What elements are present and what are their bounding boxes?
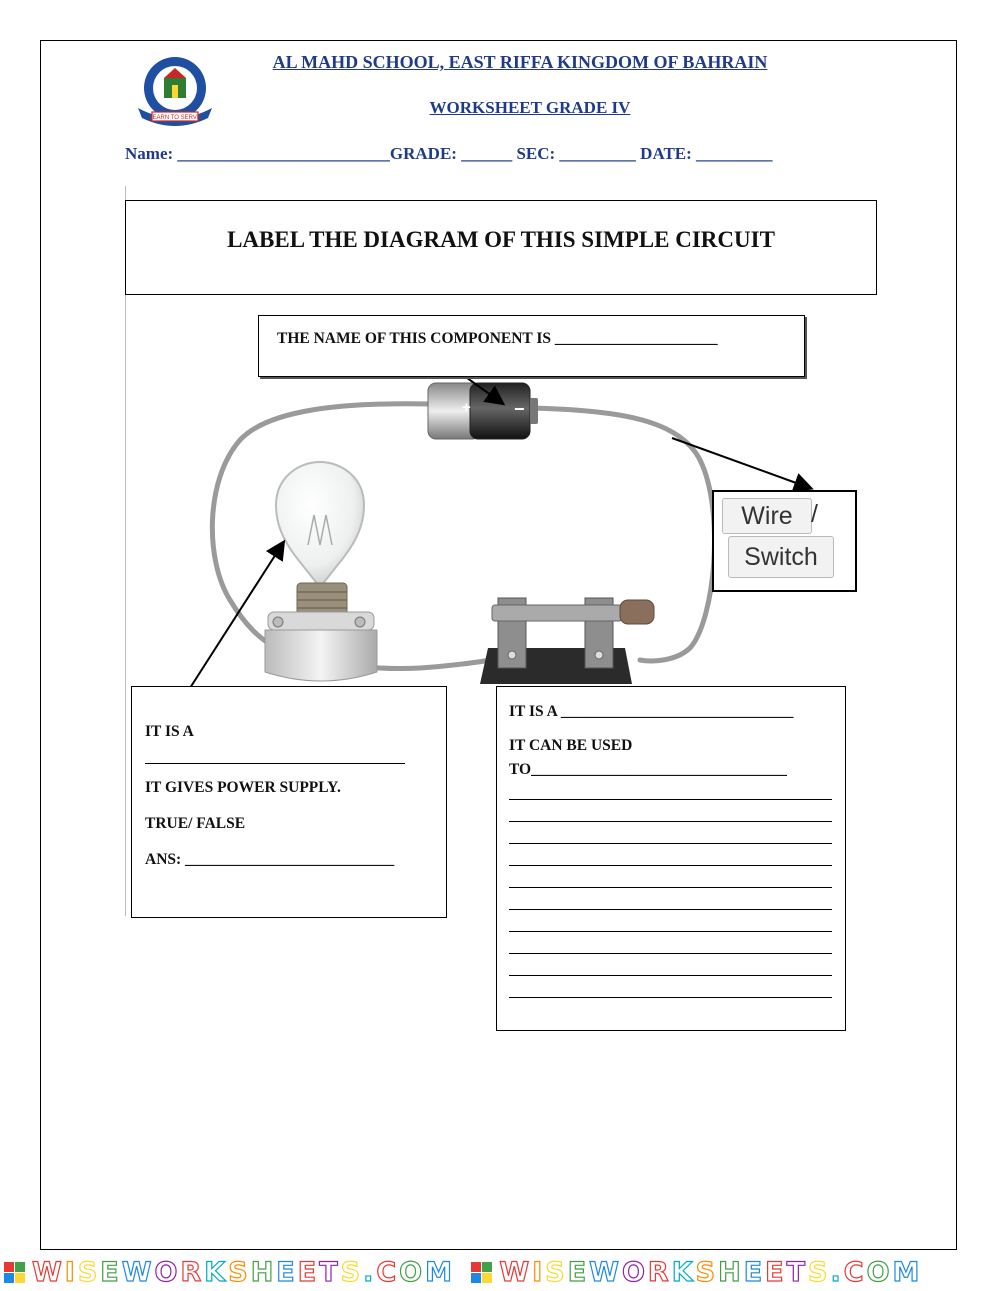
footer-brand-letter: K bbox=[671, 1257, 696, 1288]
writing-line[interactable] bbox=[509, 843, 832, 844]
footer-brand-letter: R bbox=[180, 1257, 205, 1288]
component-name-box bbox=[258, 315, 805, 377]
writing-line[interactable] bbox=[509, 931, 832, 932]
writing-line[interactable] bbox=[509, 821, 832, 822]
footer-brand-letter: S bbox=[545, 1257, 568, 1288]
school-name: AL MAHD SCHOOL, EAST RIFFA KINGDOM OF BAHRAIN bbox=[272, 52, 768, 72]
arrow-to-wire-box bbox=[672, 438, 810, 488]
footer-brand-letter: C bbox=[376, 1257, 400, 1288]
footer-brand-letter: S bbox=[340, 1257, 364, 1288]
writing-line[interactable] bbox=[509, 975, 832, 976]
component-name-prompt[interactable]: THE NAME OF THIS COMPONENT IS _____________________ bbox=[277, 330, 718, 347]
bulb-question-box bbox=[131, 686, 447, 918]
footer-brand-letter: O bbox=[154, 1257, 181, 1288]
footer-brand-letter: H bbox=[718, 1257, 744, 1288]
switch-can-be-used: IT CAN BE USED bbox=[509, 737, 633, 754]
footer-brand-letter: K bbox=[204, 1257, 229, 1288]
writing-line[interactable] bbox=[509, 909, 832, 910]
logo-motto: LEARN TO SERVE bbox=[149, 115, 201, 121]
page-title: LABEL THE DIAGRAM OF THIS SIMPLE CIRCUIT bbox=[227, 227, 775, 252]
footer-brand-text bbox=[499, 1257, 922, 1288]
bulb-it-is-a: IT IS A bbox=[145, 723, 194, 740]
footer-brand-letter: W bbox=[32, 1257, 65, 1288]
worksheet-title: WORKSHEET GRADE IV bbox=[429, 98, 631, 117]
footer-brand-letter: E bbox=[765, 1257, 787, 1288]
switch-icon bbox=[480, 598, 654, 684]
footer-brand-letter: S bbox=[77, 1257, 101, 1288]
footer-watermark bbox=[0, 1256, 1000, 1291]
brand-logo-icon bbox=[471, 1262, 493, 1284]
footer-brand-letter: C bbox=[843, 1257, 867, 1288]
footer-brand-letter: E bbox=[100, 1257, 122, 1288]
footer-brand-letter: E bbox=[297, 1257, 320, 1288]
writing-line[interactable] bbox=[509, 953, 832, 954]
footer-brand-letter: H bbox=[250, 1257, 277, 1288]
battery-minus-symbol: − bbox=[514, 399, 525, 419]
writing-line[interactable] bbox=[509, 997, 832, 998]
switch-question-box bbox=[496, 686, 846, 1031]
footer-brand-letter: S bbox=[808, 1257, 831, 1288]
wire-option[interactable]: Wire bbox=[722, 498, 812, 534]
bulb-answer-line[interactable] bbox=[145, 763, 405, 764]
footer-brand-letter: I bbox=[64, 1257, 78, 1288]
bulb-true-false: TRUE/ FALSE bbox=[145, 815, 246, 832]
light-bulb-icon bbox=[265, 462, 377, 681]
switch-used-to[interactable]: TO_________________________________ bbox=[509, 761, 787, 778]
footer-brand-letter: . bbox=[830, 1257, 844, 1288]
footer-brand-letter: M bbox=[425, 1257, 455, 1288]
footer-brand-letter: W bbox=[589, 1257, 622, 1288]
switch-it-is-a[interactable]: IT IS A ______________________________ bbox=[509, 703, 794, 720]
footer-brand-letter: O bbox=[621, 1257, 648, 1288]
writing-line[interactable] bbox=[509, 887, 832, 888]
bulb-ans-line[interactable]: ANS: ___________________________ bbox=[145, 851, 395, 868]
footer-brand-letter: I bbox=[532, 1257, 546, 1288]
footer-brand-letter: O bbox=[866, 1257, 893, 1288]
footer-brand-letter: S bbox=[228, 1257, 251, 1288]
footer-brand-letter: S bbox=[695, 1257, 719, 1288]
battery-plus-symbol: + bbox=[462, 399, 471, 416]
footer-brand-letter: . bbox=[363, 1257, 377, 1288]
footer-brand-letter: E bbox=[276, 1257, 298, 1288]
footer-brand-letter: E bbox=[567, 1257, 590, 1288]
footer-brand-letter: R bbox=[647, 1257, 672, 1288]
footer-brand-letter: E bbox=[743, 1257, 766, 1288]
footer-brand-letter: W bbox=[499, 1257, 533, 1288]
wire-switch-choice-box bbox=[712, 490, 857, 592]
footer-brand-text bbox=[32, 1257, 455, 1288]
bulb-power-supply-statement: IT GIVES POWER SUPPLY. bbox=[145, 779, 341, 796]
footer-brand-letter: W bbox=[121, 1257, 155, 1288]
option-separator: / bbox=[811, 500, 818, 528]
footer-brand-letter: T bbox=[786, 1257, 809, 1288]
brand-logo-icon bbox=[4, 1262, 26, 1284]
writing-line[interactable] bbox=[509, 865, 832, 866]
battery-icon bbox=[428, 383, 538, 439]
footer-brand-letter: T bbox=[319, 1257, 341, 1288]
footer-brand-letter: O bbox=[399, 1257, 426, 1288]
writing-line[interactable] bbox=[509, 799, 832, 800]
name-grade-sec-date-line: Name: _________________________GRADE: ______ SEC: _________ DATE: _________ bbox=[125, 144, 773, 163]
footer-brand-letter: M bbox=[892, 1257, 923, 1288]
switch-option[interactable]: Switch bbox=[728, 536, 834, 578]
